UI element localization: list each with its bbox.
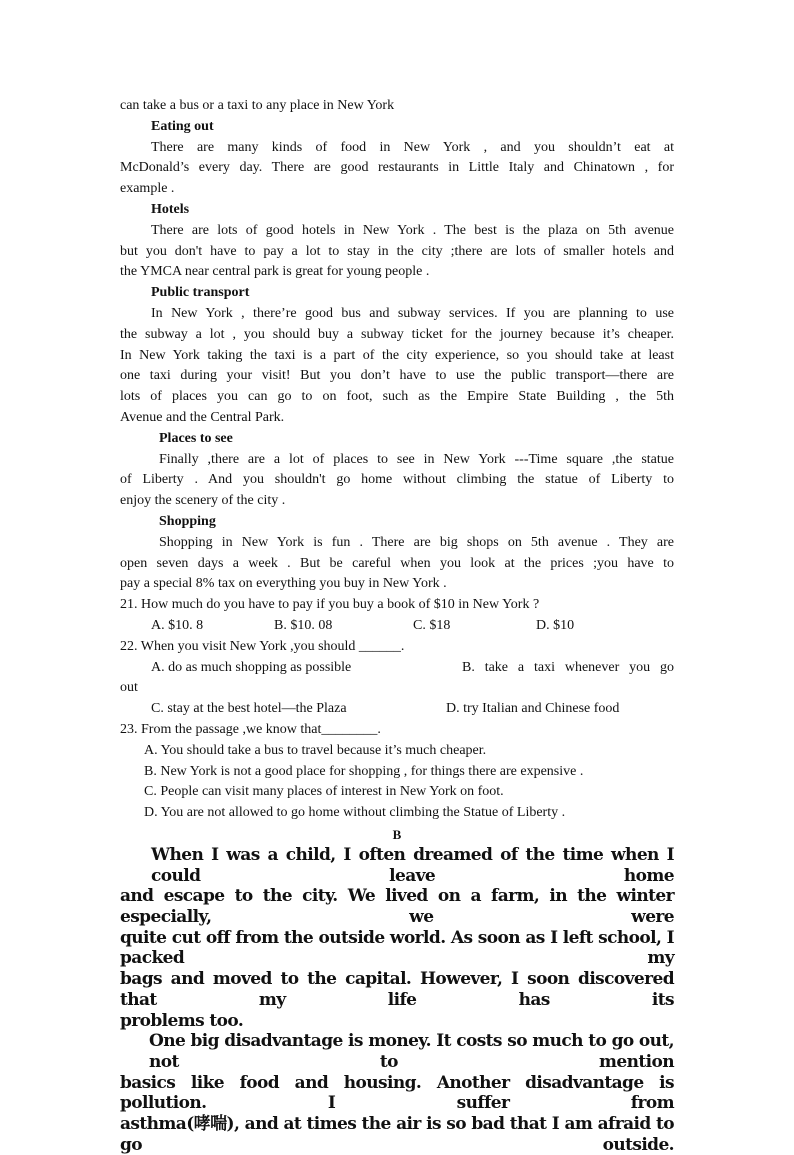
transport-line: the subway a lot , you should buy a subway ticket for the journey because it’s cheaper.: [120, 326, 674, 342]
passage-b-line: asthma(哮喘), and at times the air is so bad that I am afraid to go outside.: [120, 1114, 674, 1155]
option-d: D. $10: [536, 617, 575, 633]
heading-places-to-see: Places to see: [159, 430, 233, 446]
option-a: A. $10. 8: [151, 617, 204, 633]
heading-public-transport: Public transport: [151, 285, 250, 301]
question-22-stem: 22. When you visit New York ,you should ______.: [120, 638, 405, 654]
shopping-line: Shopping in New York is fun . There are big shops on 5th avenue . They are: [159, 534, 674, 550]
question-21-stem: 21. How much do you have to pay if you buy a book of $10 in New York ?: [120, 597, 540, 613]
question-23-stem: 23. From the passage ,we know that________.: [120, 721, 381, 737]
transport-line: In New York taking the taxi is a part of the city experience, so you should take at least: [120, 347, 674, 363]
intro-line: can take a bus or a taxi to any place in New York: [120, 98, 395, 113]
section-b-label: B: [392, 826, 402, 842]
question-22-options-row1: [120, 658, 674, 679]
hotels-line: but you don't have to pay a lot to stay in the city ;there are lots of smaller hotels and: [120, 243, 674, 259]
option-b: B. New York is not a good place for shopping , for things there are expensive .: [144, 763, 584, 779]
shopping-line: open seven days a week . But be careful when you look at the prices ;you have to: [120, 555, 674, 571]
option-a: A. do as much shopping as possible: [151, 659, 352, 675]
hotels-line: There are lots of good hotels in New York . The best is the plaza on 5th avenue: [151, 222, 674, 238]
transport-line: In New York , there’re good bus and subway services. If you are planning to use: [151, 305, 674, 321]
option-b-continuation: out: [120, 680, 138, 696]
option-c: C. stay at the best hotel—the Plaza: [151, 701, 347, 717]
document-page: [120, 96, 674, 1155]
passage-b-line: and escape to the city. We lived on a farm, in the winter especially, we were: [120, 886, 674, 927]
transport-line: one taxi during your visit! But you don’t have to use the public transport—there are: [120, 368, 674, 384]
heading-eating-out: Eating out: [151, 118, 214, 134]
places-line: of Liberty . And you shouldn't go home without climbing the statue of Liberty to: [120, 472, 674, 488]
passage-b-line: bags and moved to the capital. However, I soon discovered that my life has its: [120, 969, 674, 1010]
passage-b-line: problems too.: [120, 1010, 244, 1031]
option-c: C. People can visit many places of interest in New York on foot.: [144, 784, 504, 800]
option-c: C. $18: [413, 617, 451, 633]
places-line: Finally ,there are a lot of places to see in New York ---Time square ,the statue: [159, 451, 674, 467]
eating-out-line: McDonald’s every day. There are good restaurants in Little Italy and Chinatown , for: [120, 160, 674, 176]
option-d: D. You are not allowed to go home without climbing the Statue of Liberty .: [144, 805, 566, 821]
option-b: B. $10. 08: [274, 617, 333, 633]
transport-line: lots of places you can go to on foot, such as the Empire State Building , the 5th: [120, 389, 674, 405]
passage-b-line: One big disadvantage is money. It costs so much to go out, not to mention: [149, 1031, 674, 1072]
passage-b-line: basics like food and housing. Another disadvantage is pollution. I suffer from: [120, 1072, 674, 1114]
option-d: D. try Italian and Chinese food: [446, 701, 620, 717]
hotels-line: the YMCA near central park is great for young people .: [120, 264, 430, 280]
option-b: B. take a taxi whenever you go: [462, 659, 674, 675]
eating-out-line: There are many kinds of food in New York , and you shouldn’t eat at: [151, 139, 674, 155]
eating-out-line: example .: [120, 181, 175, 197]
option-a: A. You should take a bus to travel because it’s much cheaper.: [144, 742, 487, 758]
question-22-options-row2: [120, 699, 674, 720]
heading-hotels: Hotels: [151, 201, 190, 217]
passage-b-line: quite cut off from the outside world. As soon as I left school, I packed my: [120, 927, 674, 969]
heading-shopping: Shopping: [159, 513, 216, 529]
transport-line: Avenue and the Central Park.: [120, 409, 285, 425]
question-21-options: [120, 616, 674, 637]
places-line: enjoy the scenery of the city .: [120, 493, 286, 509]
passage-b-line: When I was a child, I often dreamed of the time when I could leave home: [151, 844, 674, 886]
shopping-line: pay a special 8% tax on everything you buy in New York .: [120, 576, 447, 592]
